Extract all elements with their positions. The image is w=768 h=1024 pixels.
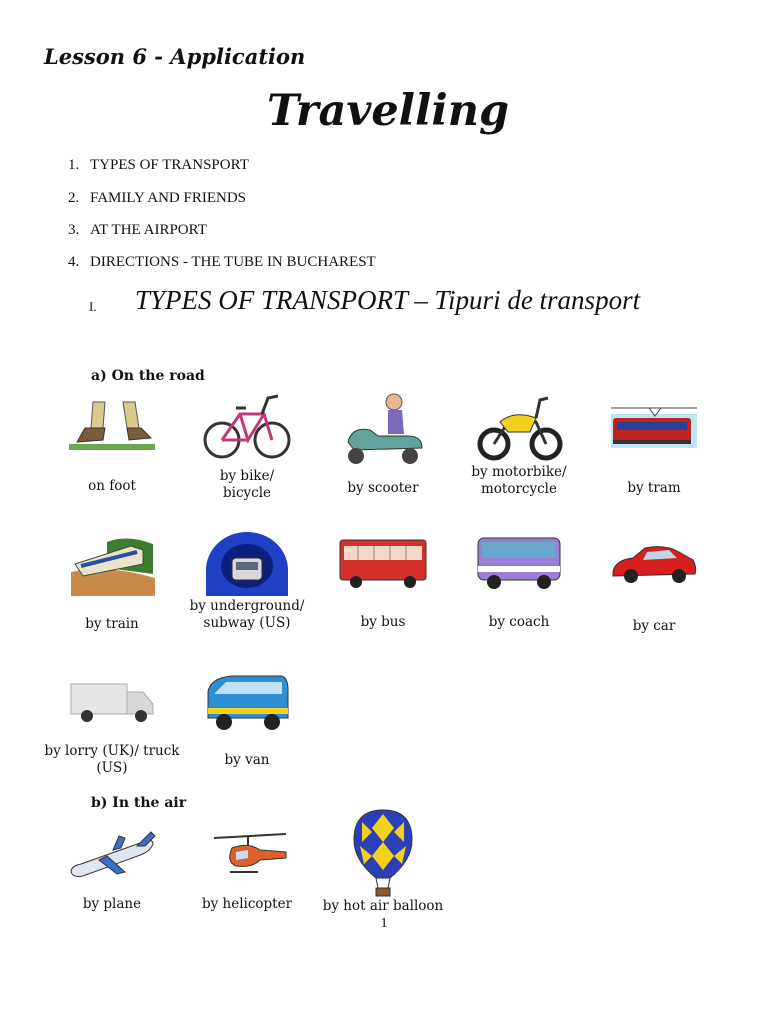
road-heading: a) On the road <box>91 368 205 384</box>
feet-icon <box>67 398 157 456</box>
air-heading: b) In the air <box>91 795 187 811</box>
section-number: I. <box>89 299 97 314</box>
toc-label: DIRECTIONS - THE TUBE IN BUCHAREST <box>90 254 376 270</box>
section-title: TYPES OF TRANSPORT – Tipuri de transport <box>135 285 641 315</box>
transport-label: by underground/ subway (US) <box>189 598 305 631</box>
toc-item <box>68 222 207 239</box>
scooter-icon <box>338 390 428 466</box>
transport-train <box>42 534 182 633</box>
transport-tram <box>584 404 724 497</box>
transport-lorry <box>42 680 182 777</box>
transport-label: on foot <box>88 478 136 494</box>
toc-item <box>68 157 249 174</box>
helicopter-icon <box>202 828 292 882</box>
transport-plane <box>42 828 182 913</box>
balloon-icon <box>338 808 428 898</box>
transport-label: by van <box>224 752 270 768</box>
transport-bus <box>313 536 453 631</box>
coach-icon <box>474 534 564 590</box>
van-icon <box>202 670 292 734</box>
toc-label: FAMILY AND FRIENDS <box>90 190 247 206</box>
toc-item <box>68 254 376 271</box>
transport-van <box>177 670 317 769</box>
bicycle-icon <box>202 390 292 468</box>
transport-label: by tram <box>627 480 681 496</box>
toc-number: 3. <box>68 222 80 238</box>
transport-label: by plane <box>82 896 142 912</box>
transport-label: by motorbike/ motorcycle <box>471 464 567 497</box>
transport-on-foot <box>42 398 182 495</box>
transport-label: by bus <box>360 614 406 630</box>
transport-coach <box>449 534 589 631</box>
toc-item <box>68 190 246 207</box>
bus-icon <box>338 536 428 590</box>
truck-icon <box>67 680 157 724</box>
train-icon <box>67 534 157 596</box>
transport-label: by bike/ bicycle <box>219 468 275 501</box>
car-icon <box>609 540 699 586</box>
page-number: 1 <box>380 916 388 931</box>
page-title: Travelling <box>266 86 510 136</box>
transport-underground <box>177 530 317 632</box>
transport-label: by scooter <box>347 480 419 496</box>
plane-icon <box>67 828 157 882</box>
transport-label: by train <box>85 616 139 632</box>
toc-label: AT THE AIRPORT <box>90 222 207 238</box>
tram-icon <box>609 404 699 454</box>
transport-balloon <box>313 808 453 915</box>
toc-number: 2. <box>68 190 80 206</box>
transport-label: by lorry (UK)/ truck (US) <box>44 743 180 776</box>
lesson-heading: Lesson 6 - Application <box>44 44 306 69</box>
transport-label: by car <box>632 618 676 634</box>
transport-label: by helicopter <box>201 896 293 912</box>
motorbike-icon <box>474 392 564 464</box>
toc-number: 1. <box>68 157 80 173</box>
transport-scooter <box>313 390 453 497</box>
transport-car <box>584 540 724 635</box>
toc-number: 4. <box>68 254 80 270</box>
subway-icon <box>202 530 292 598</box>
transport-helicopter <box>177 828 317 913</box>
transport-bike <box>177 390 317 502</box>
transport-label: by coach <box>488 614 550 630</box>
transport-label: by hot air balloon <box>322 898 444 914</box>
transport-motorbike <box>449 392 589 498</box>
toc-label: TYPES OF TRANSPORT <box>90 157 249 173</box>
